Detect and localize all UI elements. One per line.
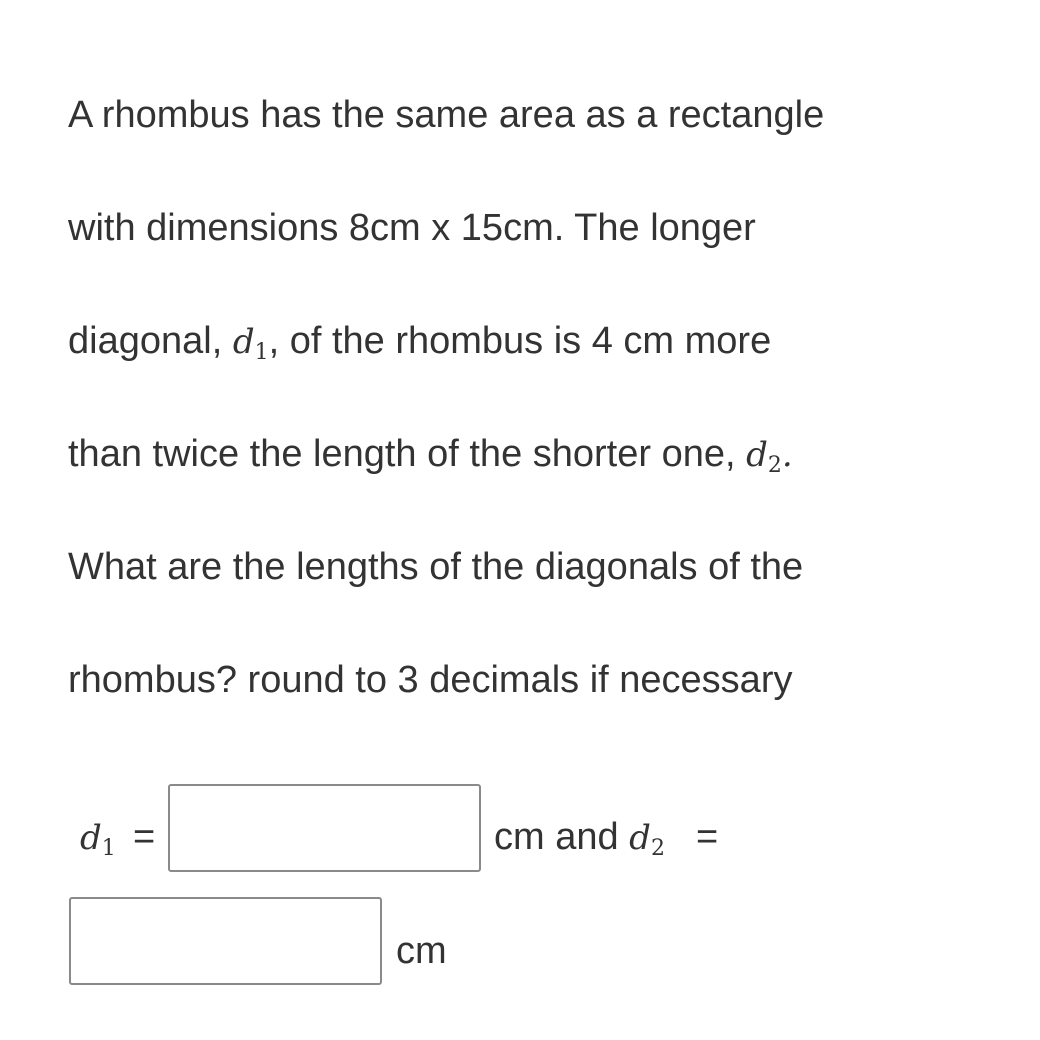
d2-answer-input[interactable]: [69, 897, 382, 985]
question-line-3-text: diagonal,: [68, 320, 233, 362]
d2-letter: d: [746, 435, 768, 475]
question-line-5: What are the lengths of the diagonals of the: [68, 546, 804, 588]
question-line-3: [68, 319, 771, 364]
d2-variable: [746, 435, 782, 478]
question-line-2: with dimensions 8cm x 15cm. The longer: [68, 207, 756, 249]
d1-answer-input[interactable]: [168, 784, 481, 872]
d2-answer-label: [494, 815, 665, 860]
d1-variable: [232, 322, 269, 365]
question-line-1: A rhombus has the same area as a rectangle: [68, 94, 825, 136]
question-line-6: rhombus? round to 3 decimals if necessary: [68, 659, 793, 701]
d2-answer-letter: d: [629, 818, 651, 858]
d2-answer-subscript: 2: [650, 836, 665, 861]
question-line-4-period: .: [781, 435, 793, 475]
question-line-4: [68, 432, 793, 477]
question-line-3-rest: , of the rhombus is 4 cm more: [268, 320, 772, 362]
d2-unit-label: cm: [396, 930, 447, 972]
d1-answer-variable: [80, 818, 116, 861]
d1-answer-letter: d: [80, 818, 102, 858]
d2-answer-variable: [629, 818, 665, 861]
d1-answer-subscript: 1: [101, 836, 116, 861]
d1-subscript: 1: [254, 340, 269, 365]
d1-letter: d: [232, 322, 255, 362]
d1-answer-label: [80, 815, 116, 860]
question-line-4-text: than twice the length of the shorter one,: [68, 433, 747, 475]
d2-equals-sign: =: [696, 816, 719, 858]
cm-and-text: cm and: [494, 816, 630, 858]
d2-subscript: 2: [767, 453, 782, 478]
d1-equals-sign: =: [133, 816, 156, 858]
